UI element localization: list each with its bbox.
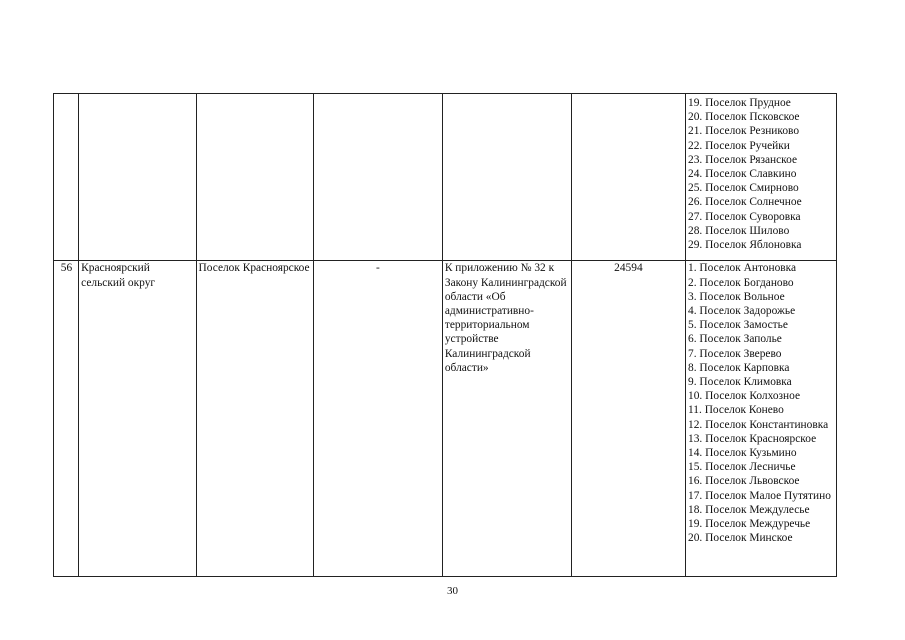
settlements-table [53,93,837,577]
list-item: 22. Поселок Ручейки [688,139,790,152]
settlement-list [688,94,834,252]
list-item: 8. Поселок Карповка [688,361,790,374]
list-item: 23. Поселок Рязанское [688,153,798,166]
cell-district-name: Красноярский сельский округ [79,261,196,577]
list-item: 13. Поселок Красноярское [688,432,817,445]
cell-area: 24594 [571,261,685,577]
list-item: 25. Поселок Смирново [688,182,799,195]
cell-area-empty [571,94,685,261]
list-item: 14. Поселок Кузьмино [688,446,797,459]
cell-row-number: 56 [54,261,79,577]
list-item: 6. Поселок Заполье [688,333,782,346]
list-item: 17. Поселок Малое Путятино [688,489,831,502]
list-item: 29. Поселок Яблоновка [688,239,802,252]
cell-name-empty [79,94,196,261]
list-item: 12. Поселок Константиновка [688,418,829,431]
list-item: 15. Поселок Лесничье [688,461,796,474]
list-item: 10. Поселок Колхозное [688,390,801,403]
cell-document-empty [442,94,571,261]
list-item: 4. Поселок Задорожье [688,304,796,317]
list-item: 19. Поселок Междуречье [688,518,811,530]
list-item: 16. Поселок Львовское [688,475,800,488]
cell-document-ref: К приложению № 32 к Закону Калининградской области «Об административно-территориальном устройстве Калининградской области» [442,261,571,577]
cell-dash-empty [313,94,442,261]
settlement-list [688,261,834,545]
list-item: 7. Поселок Зверево [688,347,782,360]
list-item: 21. Поселок Резниково [688,125,800,138]
list-item: 26. Поселок Солнечное [688,196,802,209]
list-item: 1. Поселок Антоновка [688,262,797,275]
list-item: 5. Поселок Замостье [688,319,788,332]
cell-center-empty [196,94,313,261]
list-item: 28. Поселок Шилово [688,224,790,237]
list-item: 18. Поселок Междулесье [688,503,810,516]
list-item: 27. Поселок Суворовка [688,210,801,223]
list-item: 19. Поселок Прудное [688,97,791,109]
cell-number-empty [54,94,79,261]
list-item: 11. Поселок Конево [688,404,784,417]
cell-dash: - [313,261,442,577]
list-item: 20. Поселок Псковское [688,111,800,124]
page-number: 30 [447,585,458,597]
cell-settlements-continued [686,94,837,261]
list-item: 20. Поселок Минское [688,532,793,545]
list-item: 9. Поселок Климовка [688,375,792,388]
list-item: 2. Поселок Богданово [688,276,794,289]
list-item: 3. Поселок Вольное [688,290,785,303]
table-row-continuation [54,94,837,261]
table-row-56 [54,261,837,577]
cell-settlements [686,261,837,577]
cell-admin-center: Поселок Красноярское [196,261,313,577]
list-item: 24. Поселок Славкино [688,168,797,181]
